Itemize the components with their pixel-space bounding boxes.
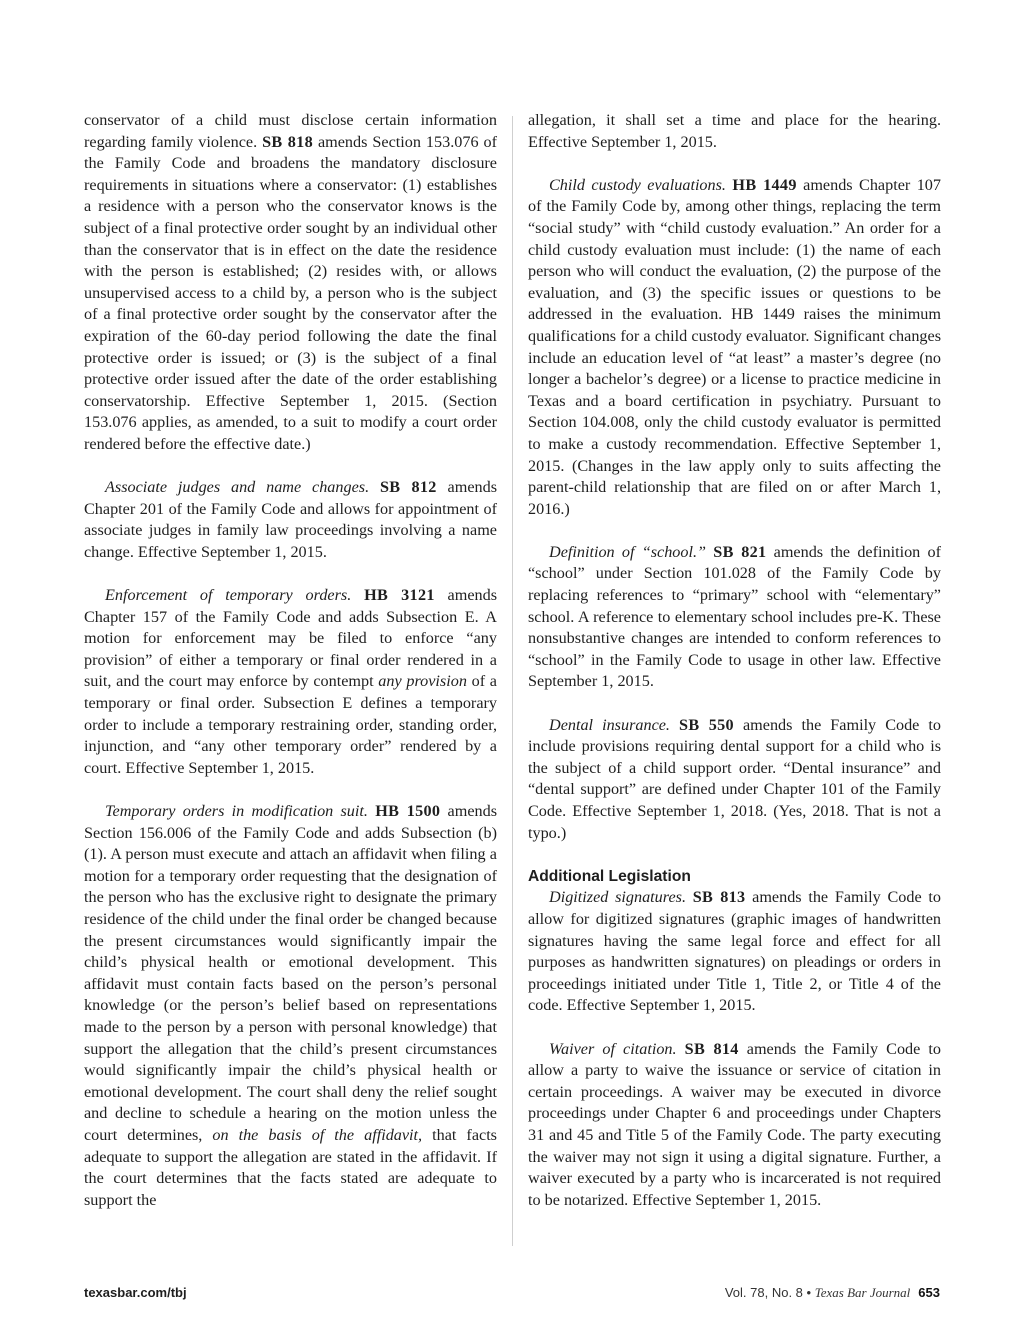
paragraph-waiver-of-citation: Waiver of citation. SB 814 amends the Family Code to allow a party to waive the issuance or service of citation in certain proceedings. A waiver may be executed in divorce proceedings under Chapter 6 and proceedings under Chapters 31 and 45 and Title 5 of the Family Code. The party executing the waiver may not sign it using a digital signature. Further, a waiver executed by a party who is incarcerated is not required to be notarized. Effective September 1, 2015. xyxy=(528,1039,942,1209)
topic-lead: Waiver of citation. xyxy=(549,1039,677,1058)
website-link[interactable]: texasbar.com/tbj xyxy=(84,1285,187,1300)
volume-issue: Vol. 78, No. 8 xyxy=(724,1285,803,1300)
bill-number: HB 1449 xyxy=(732,175,797,194)
topic-lead: Definition of “school.” xyxy=(549,542,707,561)
bill-number: SB 821 xyxy=(713,542,767,561)
paragraph-family-violence-disclosure: conservator of a child must disclose certain information regarding family violence. SB 818 amends Section 153.076 of the Family Code and broadens the mandatory disclosure requirements in situations where a conservator: (1) establishes a residence with a person who the conservator knows is the subject of a final protective order sought by an individual other than the conservator that is in effect on the date the residence with the person is established; (2) resides with, or allows unsupervised access to a child by, a person who is the subject of a final protective order sought by the conservator after the expiration of the 60-day period following the date the final protective order is issued; or (3) is the subject of a final protective order issued after the date of the order establishing conservatorship. Effective September 1, 2015. (Section 153.076 applies, as amended, to a suit to modify a court order rendered before the effective date.) xyxy=(84,111,498,453)
topic-lead: Child custody evaluations. xyxy=(549,175,726,194)
topic-lead: Digitized signatures. xyxy=(549,888,686,907)
bill-number: SB 812 xyxy=(379,478,437,497)
paragraph-definition-school: Definition of “school.” SB 821 amends the definition of “school” under Section 101.028 of the Family Code by replacing references to “primary” school with “elementary” school. A reference to elementary school includes pre-K. These nonsubstantive changes are intended to conform references to “school” in the Family Code to usage in other law. Effective September 1, 2015. xyxy=(528,542,941,691)
bill-number: HB 1500 xyxy=(375,802,441,820)
right-column xyxy=(528,110,941,1211)
paragraph-temporary-orders-modification: Temporary orders in modification suit. HB 1500 amends Section 156.006 of the Family Code and adds Subsection (b)(1). A person must execute and attach an affidavit when filing a motion for a temporary order requesting that the designation of the person who has the exclusive right to designate the primary residence of the child under the final order be changed because the present circumstances would significantly impair the child’s physical health or emotional development. This affidavit must contain facts based on the person’s personal knowledge (or the person’s belief based on representations made to the person by a person with personal knowledge) that support the allegation that the child’s present circumstances would significantly impair the child’s physical health or emotional development. The court shall deny the relief sought and decline to schedule a hearing on the motion unless the court determines, on the basis of the affidavit, that facts adequate to support the allegation are stated in the affidavit. If the court determines that the facts stated are adequate to support the xyxy=(84,802,498,1209)
topic-lead: Dental insurance. xyxy=(549,715,670,734)
paragraph-associate-judges: Associate judges and name changes. SB 812 amends Chapter 201 of the Family Code and allows for appointment of associate judges in family law proceedings involving a name change. Effective September 1, 2015. xyxy=(84,478,497,561)
topic-lead: Enforcement of temporary orders. xyxy=(105,586,352,605)
bill-number: SB 550 xyxy=(679,715,734,734)
footer-citation xyxy=(725,1283,940,1303)
bill-number: SB 813 xyxy=(692,888,746,907)
paragraph-hearing-continuation: allegation, it shall set a time and place for the hearing. Effective September 1, 2015. xyxy=(528,111,941,151)
paragraph-child-custody-evaluations: Child custody evaluations. HB 1449 amends Chapter 107 of the Family Code by, among other things, replacing the term “social study” with “child custody evaluation.” An order for a child custody evaluation must include: (1) the name of each person who will conduct the evaluation, (2) the purpose of the evaluation, and (3) the specific issues or questions to be addressed in the evaluation. HB 1449 raises the minimum qualifications for a child custody evaluator. Significant changes include an education level of “at least” a master’s degree (no longer a bachelor’s degree) or a license to practice medicine in Texas and a board certification in psychiatry. Pursuant to Section 104.008, only the child custody evaluator is permitted to make a custody recommendation. Effective September 1, 2015. (Changes in the law apply only to suits affecting the parent-child relationship that are filed on or after March 1, 2016.) xyxy=(528,175,941,518)
section-heading: Additional Legislation xyxy=(528,867,691,885)
column-divider xyxy=(512,116,513,1246)
emphasis: on the basis of the affidavit, xyxy=(212,1125,423,1144)
bill-number: SB 818 xyxy=(262,132,313,151)
topic-lead: Associate judges and name changes. xyxy=(105,478,370,497)
journal-name: Texas Bar Journal xyxy=(814,1285,911,1300)
bill-number: HB 3121 xyxy=(364,586,435,605)
paragraph-digitized-signatures: Digitized signatures. SB 813 amends the Family Code to allow for digitized signatures (graphic images of handwritten signatures having the same legal force and effect for all purposes as handwritten signatures) on pleadings or orders in proceedings initiated under Title 1, Title 2, or Title 4 of the code. Effective September 1, 2015. xyxy=(528,888,941,1015)
bill-number: HB 1449 xyxy=(731,305,795,324)
page-number: 653 xyxy=(918,1285,940,1300)
bill-number: SB 814 xyxy=(684,1039,739,1058)
bullet-separator: • xyxy=(806,1285,812,1300)
paragraph-enforcement-temporary-orders: Enforcement of temporary orders. HB 3121 amends Chapter 157 of the Family Code and adds Subsection E. A motion for enforcement may be filed to enforce “any provision” of either a temporary or final order rendered in a suit, and the court may enforce by contempt any provision of a temporary or final order. Subsection E defines a temporary order to include a temporary restraining order, standing order, injunction, and “any other temporary order” rendered by a court. Effective September 1, 2015. xyxy=(84,586,497,777)
topic-lead: Temporary orders in modification suit. xyxy=(105,802,368,820)
paragraph-dental-insurance: Dental insurance. SB 550 amends the Family Code to include provisions requiring dental support for a child who is the subject of a child support order. “Dental insurance” and “dental support” are defined under Chapter 101 of the Family Code. Effective September 1, 2018. (Yes, 2018. That is not a typo.) xyxy=(528,715,941,842)
left-column xyxy=(84,110,497,1211)
page-footer xyxy=(84,1283,940,1303)
emphasis: any provision xyxy=(378,672,467,691)
